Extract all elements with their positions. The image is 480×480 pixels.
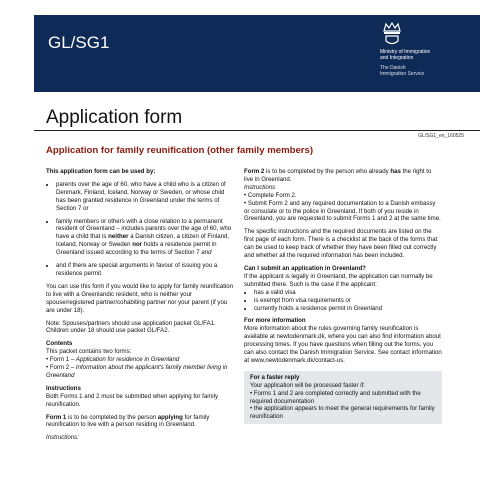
form2-instruction-1: • Complete Form 2. [244, 191, 297, 199]
faster-reply-item-1: • Forms 1 and 2 are completed correctly and submitted with the required documentation [250, 389, 421, 405]
faster-reply-item-2: • the application appears to meet the general requirements for family reunification [250, 405, 435, 421]
faster-reply-heading: For a faster reply [250, 373, 300, 381]
form-code: GL/SG1 [48, 33, 110, 52]
ministry-name: Ministry of Immigration and Integration The Danish Immigration Service [380, 49, 431, 77]
document-header [34, 15, 480, 92]
contents-form1: • Form 1 – Application for residence in Greenland [46, 356, 180, 364]
list-item: • is exempt from visa requirements or [254, 297, 442, 305]
right-column [244, 168, 442, 424]
checklist-paragraph: The specific instructions and the required documents are listed on the first page of each form. There is a checklist at the back of the forms that can be used to keep track of whether they have been filled out correctly and whether all the required information has been included. [244, 228, 438, 260]
form1-instructions-label: Instructions: [46, 434, 79, 442]
instructions-text: Both Forms 1 and 2 must be submitted when applying for family reunification. [46, 392, 219, 408]
more-info-heading: For more information [244, 317, 306, 325]
submit-text: If the applicant is legally in Greenland, the application can normally be submitted there. Such is the case if the applicant: [244, 272, 433, 288]
submit-heading: Can I submit an application in Greenland? [244, 264, 366, 272]
list-item: • has a valid visa [254, 289, 442, 297]
list-item: • parents over the age of 60, who have a child who is a citizen of Denmark, Finland, Iceland, Norway or Sweden, or whose child has been granted residence in Greenland under the terms of Section 7 or [56, 181, 234, 213]
more-info-text: More information about the rules governing family reunification is available at newtodenmark.dk, where you can also find information about processing times. If you have questions when filling out the forms, you can also contact the Danish Immigration Service. See contact information at www.newtodenmark.dk/contact-us. [244, 325, 442, 364]
form-subtitle: Application for family reunification (other family members) [46, 145, 314, 156]
note-paragraph: Note: Spouses/partners should use application packet GL/FA1. Children under 18 should use packet GL/FA2. [46, 319, 216, 335]
usage-paragraph: You can use this form if you would like to apply for family reunification to live with a Greenlandic resident, who is neither your spouse/registered partner/cohabiting partner nor your parent (if you are under 18). [46, 282, 234, 314]
instructions-heading: Instructions [46, 384, 81, 392]
danish-crown-crest-icon [380, 21, 404, 47]
list-item: • currently holds a residence permit in Greenland [254, 305, 442, 313]
contents-intro: This packet contains two forms: [46, 348, 132, 356]
contents-heading: Contents [46, 340, 73, 348]
form2-instruction-2: • Submit Form 2 and any required documentation to a Danish embassy or consulate or to the police in Greenland. If both of you reside in Greenland, you are requested to submit Forms 1 and 2 at the same time. [244, 199, 441, 223]
faster-reply-box [244, 371, 442, 424]
page-title: Application form [46, 107, 183, 128]
title-divider [34, 130, 480, 131]
form1-description: Form 1 is to be completed by the person applying for family reunification to live with a person residing in Greenland. [46, 413, 210, 429]
form2-description: Form 2 is to be completed by the person who already has the right to live in Greenland. [244, 168, 432, 183]
list-item: • and if there are special arguments in favour of issuing you a residence permit [56, 262, 234, 278]
list-item: • family members or others with a close relation to a permanent resident of Greenland – includes parents over the age of 60, who have a child that is neither a Danish citizen, a citizen of Finland, Iceland, Norway or Sweden nor holds a residence permit in Greenland issued according to the terms of Section 7 and [56, 218, 234, 258]
usage-list [46, 181, 234, 278]
submit-conditions [244, 289, 442, 313]
form-reference: GL/SG1_en_160525 [418, 133, 464, 139]
form2-instructions-label: Instructions [244, 183, 276, 191]
contents-form2: • Form 2 – Information about the applicant's family member living in Greenland [46, 364, 228, 379]
faster-reply-text: Your application will be processed faster if: [250, 381, 365, 389]
usage-heading: This application form can be used by: [46, 168, 156, 175]
left-column [46, 168, 234, 442]
